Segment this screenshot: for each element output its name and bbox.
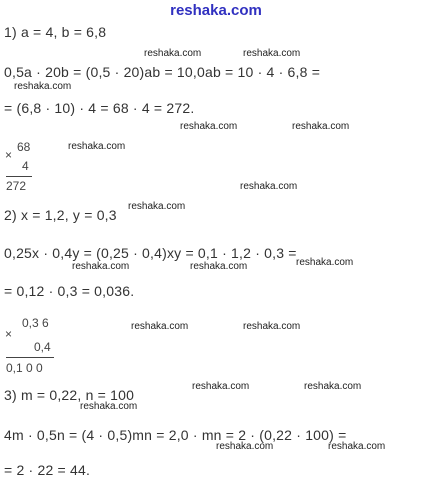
watermark: reshaka.com	[131, 321, 189, 332]
watermark: reshaka.com	[128, 201, 186, 212]
mult-top: 68	[17, 140, 31, 154]
watermark: reshaka.com	[243, 321, 301, 332]
site-title: reshaka.com	[170, 2, 262, 19]
part2-equation-1: 0,25x · 0,4y = (0,25 · 0,4)xy = 0,1 · 1,2 · 0,3 =	[4, 245, 297, 261]
mult-bottom: 4	[22, 159, 29, 173]
mult-bottom: 0,4	[34, 340, 51, 354]
part3-equation-2: = 2 · 22 = 44.	[4, 462, 91, 478]
multiply-sign: ×	[5, 148, 13, 162]
watermark: reshaka.com	[296, 257, 354, 268]
part3-equation-1: 4m · 0,5n = (4 · 0,5)mn = 2,0 · mn = 2 · (0,22 · 100) =	[4, 427, 347, 443]
mult-top: 0,3 6	[22, 316, 49, 330]
watermark: reshaka.com	[80, 401, 138, 412]
watermark: reshaka.com	[243, 48, 301, 59]
part1-equation-1: 0,5a · 20b = (0,5 · 20)ab = 10,0ab = 10 · 4 · 6,8 =	[4, 64, 321, 80]
part2-header: 2) x = 1,2, y = 0,3	[4, 207, 117, 223]
multiply-sign: ×	[5, 327, 13, 341]
watermark: reshaka.com	[190, 261, 248, 272]
mult-result: 272	[6, 179, 27, 193]
mult-result: 0,1 0 0	[6, 361, 43, 375]
watermark: reshaka.com	[144, 48, 202, 59]
watermark: reshaka.com	[216, 441, 274, 452]
part2-equation-2: = 0,12 · 0,3 = 0,036.	[4, 283, 135, 299]
part3-header: 3) m = 0,22, n = 100	[4, 387, 135, 403]
part1-header: 1) a = 4, b = 6,8	[4, 24, 107, 40]
part1-equation-2: = (6,8 · 10) · 4 = 68 · 4 = 272.	[4, 100, 195, 116]
watermark: reshaka.com	[292, 121, 350, 132]
watermark: reshaka.com	[328, 441, 386, 452]
mult-divider	[6, 357, 54, 358]
watermark: reshaka.com	[14, 81, 72, 92]
watermark: reshaka.com	[68, 141, 126, 152]
watermark: reshaka.com	[72, 261, 130, 272]
watermark: reshaka.com	[192, 381, 250, 392]
watermark: reshaka.com	[304, 381, 362, 392]
watermark: reshaka.com	[240, 181, 298, 192]
mult-divider	[6, 176, 32, 177]
watermark: reshaka.com	[180, 121, 238, 132]
